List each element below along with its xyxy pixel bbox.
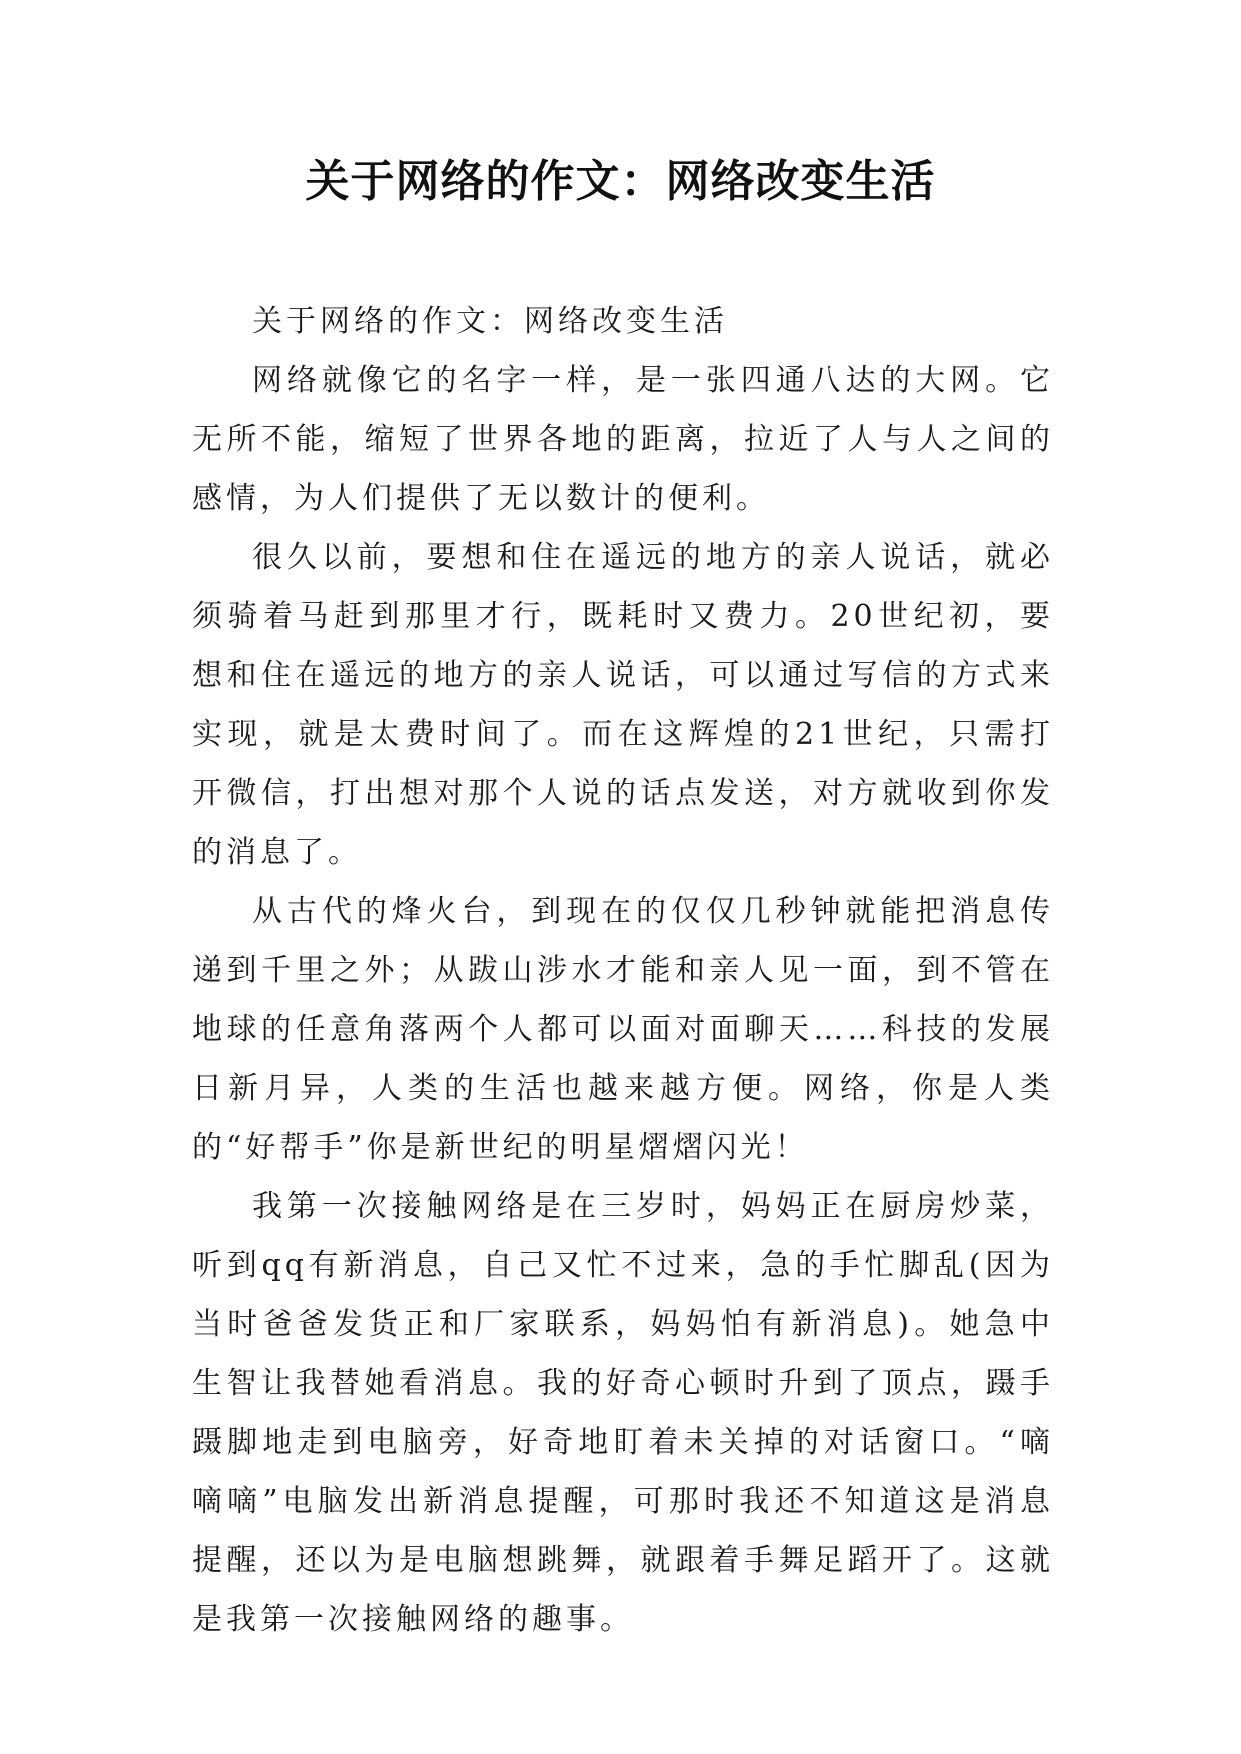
paragraph-subtitle: 关于网络的作文：网络改变生活 — [252, 304, 728, 339]
paragraph: 从古代的烽火台，到现在的仅仅几秒钟就能把消息传递到千里之外；从跋山涉水才能和亲人见一面，到不管在地球的任意角落两个人都可以面对面聊天……科技的发展日新月异，人类的生活也越来越方便。网络，你是人类的“好帮手”你是新世纪的明星熠熠闪光！ — [192, 894, 1054, 1165]
paragraph: 我第一次接触网络是在三岁时，妈妈正在厨房炒菜，听到qq有新消息，自己又忙不过来，急的手忙脚乱(因为当时爸爸发货正和厂家联系，妈妈怕有新消息)。她急中生智让我替她看消息。我的好奇心顿时升到了顶点，蹑手蹑脚地走到电脑旁，好奇地盯着未关掉的对话窗口。“嘀嘀嘀”电脑发出新消息提醒，可那时我还不知道这是消息提醒，还以为是电脑想跳舞，就跟着手舞足蹈开了。这就是我第一次接触网络的趣事。 — [192, 1189, 1054, 1637]
paragraph: 网络就像它的名字一样，是一张四通八达的大网。它无所不能，缩短了世界各地的距离，拉近了人与人之间的感情，为人们提供了无以数计的便利。 — [192, 363, 1054, 516]
document-body — [192, 292, 1054, 1649]
paragraph: 很久以前，要想和住在遥远的地方的亲人说话，就必须骑着马赶到那里才行，既耗时又费力。20世纪初，要想和住在遥远的地方的亲人说话，可以通过写信的方式来实现，就是太费时间了。而在这辉煌的21世纪，只需打开微信，打出想对那个人说的话点发送，对方就收到你发的消息了。 — [192, 540, 1054, 870]
document-title: 关于网络的作文：网络改变生活 — [305, 156, 936, 207]
